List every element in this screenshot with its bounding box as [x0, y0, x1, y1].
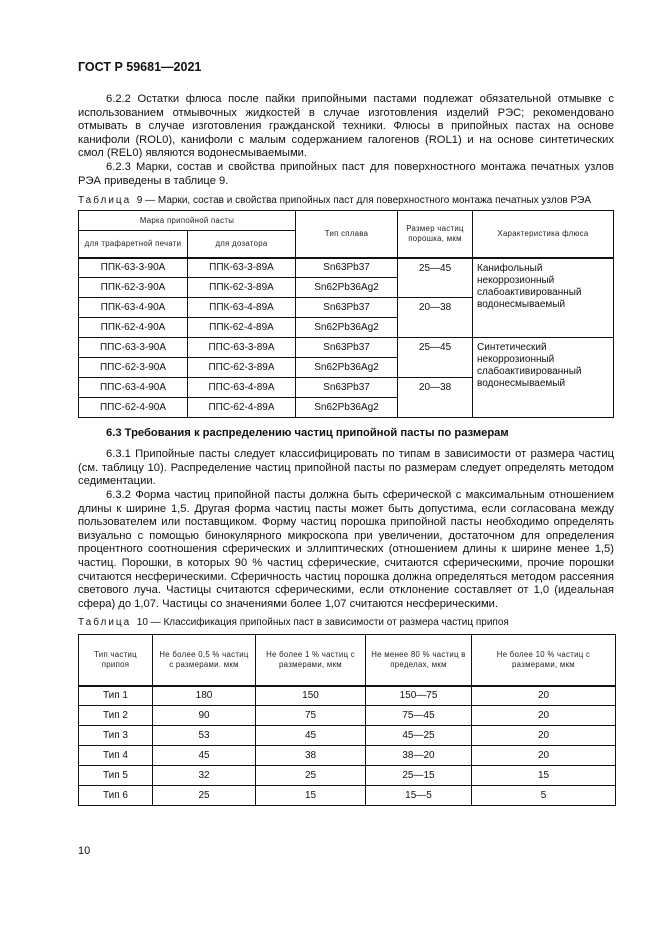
cell-value: 53: [153, 726, 256, 746]
cell-dispenser: ППС-63-4-89А: [188, 378, 296, 398]
cell-range: 38—20: [366, 746, 472, 766]
cell-stencil: ППК-63-3-90А: [79, 258, 188, 278]
header-alloy: Тип сплава: [296, 211, 398, 258]
header-max-1: Не более 1 % частиц с размерами, мкм: [256, 635, 366, 686]
header-min-80: Не менее 80 % частиц в пределах, мкм: [366, 635, 472, 686]
section-heading-6-3: 6.3 Требования к распределению частиц припойной пасты по размерам: [106, 427, 509, 439]
cell-value: 38: [256, 746, 366, 766]
table10: [78, 634, 616, 806]
table-row: [79, 726, 616, 746]
cell-range: 75—45: [366, 706, 472, 726]
table9-caption: [78, 195, 591, 206]
paragraph-6-2-3: [78, 161, 614, 188]
cell-stencil: ППС-62-3-90А: [79, 358, 188, 378]
cell-alloy: Sn63Pb37: [296, 378, 398, 398]
cell-value: 20: [472, 686, 616, 706]
cell-size: 25—45: [398, 258, 473, 298]
cell-value: 25: [153, 786, 256, 806]
table10-caption: [78, 617, 509, 628]
cell-range: 45—25: [366, 726, 472, 746]
cell-value: 20: [472, 706, 616, 726]
cell-stencil: ППК-62-4-90А: [79, 318, 188, 338]
cell-size: 20—38: [398, 378, 473, 418]
document-id: ГОСТ Р 59681—2021: [78, 60, 202, 74]
header-flux: Характеристика флюса: [473, 211, 614, 258]
paragraph-text: 6.2.3 Марки, состав и свойства припойных паст для поверхностного монтажа печатных узлов РЭА приведены в таблице 9.: [78, 161, 614, 187]
table9: [78, 210, 614, 418]
header-max-0-5: Не более 0,5 % частиц с размерами. мкм: [153, 635, 256, 686]
cell-value: 150: [256, 686, 366, 706]
cell-value: 15: [256, 786, 366, 806]
paragraph-6-2-2: [78, 93, 614, 161]
cell-type: Тип 3: [79, 726, 153, 746]
cell-alloy: Sn62Pb36Ag2: [296, 398, 398, 418]
cell-stencil: ППК-63-4-90А: [79, 298, 188, 318]
caption-text: 9 — Марки, состав и свойства припойных паст для поверхностного монтажа печатных узлов РЭА: [136, 195, 592, 206]
table-row: [79, 746, 616, 766]
cell-dispenser: ППК-62-3-89А: [188, 278, 296, 298]
cell-flux: Канифольный некоррозионный слабоактивированный водонесмываемый: [473, 258, 614, 338]
cell-type: Тип 2: [79, 706, 153, 726]
cell-alloy: Sn63Pb37: [296, 258, 398, 278]
cell-range: 15—5: [366, 786, 472, 806]
cell-value: 15: [472, 766, 616, 786]
table-row: [79, 706, 616, 726]
cell-stencil: ППС-63-4-90А: [79, 378, 188, 398]
cell-stencil: ППС-62-4-90А: [79, 398, 188, 418]
cell-stencil: ППК-62-3-90А: [79, 278, 188, 298]
cell-type: Тип 5: [79, 766, 153, 786]
cell-value: 25: [256, 766, 366, 786]
cell-dispenser: ППС-63-3-89А: [188, 338, 296, 358]
paragraph-text: 6.3.2 Форма частиц припойной пасты должна быть сферической с максимальным отношением длины к ширине 1,5. Другая форма частиц пасты может быть допустима, если согласована между пользователем или поставщиком. Форму частиц порошка припойной пасты необходимо определять визуально с помощью бинокулярного микроскопа при увеличении, достаточном для определения процентного соотношения сферических и эллиптических (отношением длины к ширине менее 1,5) частиц. Порошки, в которых 90 % частиц сферические, считаются сферическими, прочие порошки считаются несферическими. Сферичность частиц порошка должна определяться методом рассеяния светового луча. Частицы считаются сферическими, если отклонение составляет от 1,0 (идеальная сфера) до 1,07. Частицы со значениями более 1,07 считаются несферическими.: [78, 489, 614, 610]
cell-range: 25—15: [366, 766, 472, 786]
cell-type: Тип 6: [79, 786, 153, 806]
header-brand-group: Марка припойной пасты: [79, 211, 296, 231]
cell-flux: Синтетический некоррозионный слабоактивированный водонесмываемый: [473, 338, 614, 418]
cell-value: 20: [472, 746, 616, 766]
cell-alloy: Sn63Pb37: [296, 338, 398, 358]
cell-alloy: Sn62Pb36Ag2: [296, 318, 398, 338]
cell-value: 180: [153, 686, 256, 706]
cell-value: 45: [153, 746, 256, 766]
caption-label: Таблица: [78, 617, 132, 628]
cell-dispenser: ППК-63-3-89А: [188, 258, 296, 278]
header-stencil: для трафаретной печати: [79, 231, 188, 258]
paragraph-6-3-2: [78, 489, 614, 611]
cell-value: 90: [153, 706, 256, 726]
cell-value: 45: [256, 726, 366, 746]
paragraph-6-3-1: [78, 448, 614, 489]
paragraph-text: 6.3.1 Припойные пасты следует классифицировать по типам в зависимости от размера частиц (см. таблицу 10). Распределение частиц припойной пасты по размерам следует определять методом седиментации.: [78, 448, 614, 488]
cell-value: 75: [256, 706, 366, 726]
table-row: [79, 686, 616, 706]
cell-value: 32: [153, 766, 256, 786]
cell-alloy: Sn63Pb37: [296, 298, 398, 318]
cell-range: 150—75: [366, 686, 472, 706]
header-max-10: Не более 10 % частиц с размерами, мкм: [472, 635, 616, 686]
cell-type: Тип 4: [79, 746, 153, 766]
cell-size: 20—38: [398, 298, 473, 338]
table-row: [79, 766, 616, 786]
cell-stencil: ППС-63-3-90А: [79, 338, 188, 358]
caption-text: 10 — Классификация припойных паст в зависимости от размера частиц припоя: [136, 617, 509, 628]
cell-type: Тип 1: [79, 686, 153, 706]
table-row: [79, 338, 614, 358]
cell-value: 5: [472, 786, 616, 806]
cell-value: 20: [472, 726, 616, 746]
cell-dispenser: ППС-62-4-89А: [188, 398, 296, 418]
cell-dispenser: ППК-62-4-89А: [188, 318, 296, 338]
page-number: 10: [78, 845, 91, 857]
header-dispenser: для дозатора: [188, 231, 296, 258]
table-row: [79, 786, 616, 806]
cell-size: 25—45: [398, 338, 473, 378]
cell-dispenser: ППС-62-3-89А: [188, 358, 296, 378]
cell-dispenser: ППК-63-4-89А: [188, 298, 296, 318]
caption-label: Таблица: [78, 195, 132, 206]
header-size: Размер частиц порошка, мкм: [398, 211, 473, 258]
cell-alloy: Sn62Pb36Ag2: [296, 278, 398, 298]
paragraph-text: 6.2.2 Остатки флюса после пайки припойными пастами подлежат обязательной отмывке с использованием отмывочных жидкостей в случае изготовления изделий РЭС; рекомендовано отмывать в случае изготовления гражданской техники. Флюсы в припойных пастах на основе канифоли (ROL0), канифоли с малым содержанием галогенов (ROL1) и на основе синтетических смол (REL0) являются водонесмываемыми.: [78, 93, 614, 160]
table-row: [79, 258, 614, 278]
header-particle-type: Тип частиц припоя: [79, 635, 153, 686]
cell-alloy: Sn62Pb36Ag2: [296, 358, 398, 378]
